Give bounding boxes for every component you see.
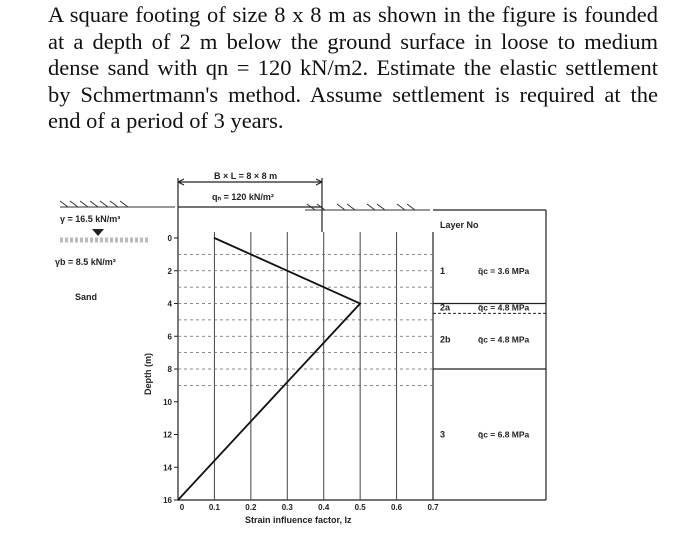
problem-text: A square footing of size 8 x 8 m as shown in the figure is founded at a depth of 2 m below the ground surface in loose to medium dense sand with qn = 120 kN/m2. Estimate the elastic settlement by Schmertmann's method. Assume settlement is required at the end of a period of 3 years. bbox=[48, 2, 658, 133]
unit-weight-label: γ = 16.5 kN/m³ bbox=[60, 214, 121, 224]
y-tick-label: 6 bbox=[167, 332, 172, 342]
influence-point bbox=[359, 303, 361, 305]
y-tick-label: 16 bbox=[163, 496, 172, 505]
layer-no: 2b bbox=[440, 334, 451, 345]
influence-point bbox=[177, 499, 179, 501]
layer-rows bbox=[433, 266, 546, 440]
layer-qc: q̄c = 4.8 MPa bbox=[478, 334, 530, 345]
layer-no: 2a bbox=[440, 302, 451, 313]
x-tick-label: 0.6 bbox=[391, 503, 403, 512]
x-tick-label: 0.4 bbox=[318, 503, 330, 512]
x-axis-label: Strain influence factor, Iz bbox=[245, 515, 352, 525]
influence-factor-line bbox=[178, 238, 360, 500]
footing bbox=[178, 178, 322, 232]
y-tick-label: 8 bbox=[167, 365, 172, 374]
y-tick-label: 2 bbox=[167, 266, 172, 276]
x-tick-label: 0.1 bbox=[208, 503, 220, 512]
water-table-icon bbox=[60, 229, 150, 240]
layer-qc: q̄c = 3.6 MPa bbox=[478, 265, 530, 276]
influence-line bbox=[177, 237, 361, 501]
layer-qc: q̄c = 6.8 MPa bbox=[478, 429, 530, 440]
y-tick-label: 10 bbox=[163, 397, 172, 407]
ground-surface-left bbox=[60, 201, 175, 207]
layer-header: Layer No bbox=[440, 220, 479, 230]
y-tick-label: 12 bbox=[163, 430, 172, 440]
plot-grid bbox=[178, 232, 433, 500]
footing-size-label: B × L = 8 × 8 m bbox=[214, 171, 278, 181]
submerged-unit-weight-label: γb = 8.5 kN/m³ bbox=[55, 257, 116, 267]
problem-statement bbox=[48, 2, 658, 135]
x-tick-label: 0 bbox=[179, 503, 185, 512]
layer-no: 1 bbox=[440, 265, 446, 276]
y-tick-label: 0 bbox=[167, 234, 172, 243]
y-tick-label: 14 bbox=[163, 463, 172, 473]
influence-point bbox=[214, 237, 216, 239]
y-axis-label: Depth (m) bbox=[143, 353, 153, 395]
layer-qc: q̄c = 4.8 MPa bbox=[478, 302, 530, 313]
layer-table bbox=[433, 210, 546, 500]
ground-surface-right bbox=[305, 204, 430, 210]
plot-frame bbox=[178, 232, 433, 500]
load-label: qₙ = 120 kN/m² bbox=[212, 192, 274, 202]
x-tick-label: 0.2 bbox=[245, 503, 257, 512]
layer-no: 3 bbox=[440, 429, 446, 440]
y-tick-label: 4 bbox=[167, 299, 172, 309]
x-tick-label: 0.7 bbox=[427, 503, 439, 512]
x-tick-label: 0.5 bbox=[354, 503, 366, 512]
axis-ticks bbox=[163, 234, 439, 512]
soil-type-label: Sand bbox=[75, 292, 98, 302]
x-tick-label: 0.3 bbox=[281, 503, 293, 512]
